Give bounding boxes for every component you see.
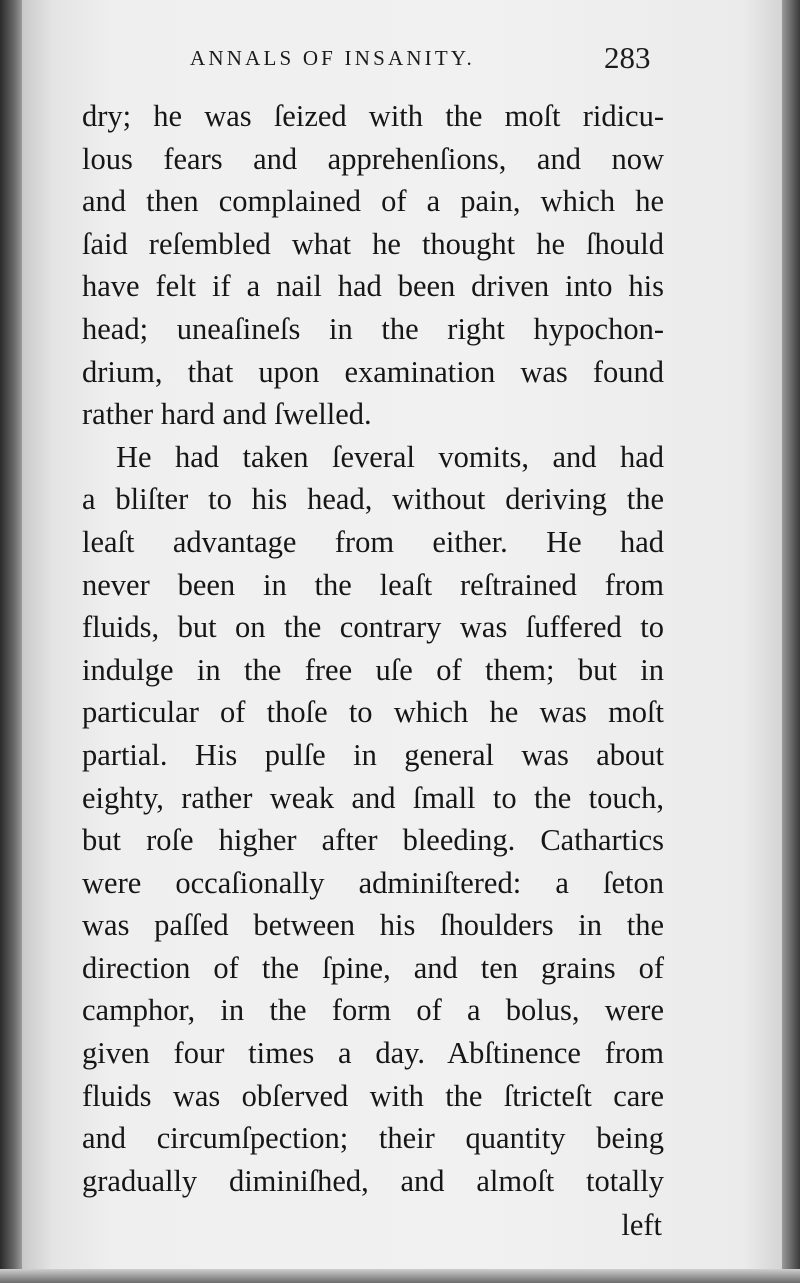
text-line: but roſe higher after bleeding. Cathartics — [82, 823, 664, 858]
text-line: direction of the ſpine, and ten grains of — [82, 950, 664, 985]
text-line: were occaſionally adminiſtered: a ſeton — [82, 865, 664, 900]
text-line: particular of thoſe to which he was moſt — [82, 695, 664, 730]
text-line: rather hard and ſwelled. — [82, 397, 372, 432]
text-line: drium, that upon examination was found — [82, 354, 664, 389]
paragraph — [82, 95, 664, 436]
page-gutter-shadow — [0, 0, 24, 1283]
text-line: leaſt advantage from either. He had — [82, 524, 664, 559]
text-line: was paſſed between his ſhoulders in the — [82, 908, 664, 943]
body-text — [82, 95, 664, 1202]
running-title: ANNALS OF INSANITY. — [190, 46, 476, 70]
text-line: partial. His pulſe in general was about — [82, 737, 664, 772]
text-line: a bliſter to his head, without deriving the — [82, 482, 664, 517]
text-line: and then complained of a pain, which he — [82, 184, 664, 219]
page-right-edge — [782, 0, 800, 1283]
page-bottom-edge — [0, 1269, 800, 1283]
text-line: eighty, rather weak and ſmall to the touch, — [82, 780, 664, 815]
text-line: fluids, but on the contrary was ſuffered to — [82, 610, 664, 645]
text-line: and circumſpection; their quantity being — [82, 1121, 664, 1156]
text-line: have felt if a nail had been driven into his — [82, 269, 664, 304]
text-line: indulge in the free uſe of them; but in — [82, 652, 664, 687]
text-line: He had taken ſeveral vomits, and had — [116, 439, 664, 474]
running-head — [0, 42, 800, 82]
page-number: 283 — [604, 40, 651, 75]
text-line: camphor, in the form of a bolus, were — [82, 993, 664, 1028]
text-line: dry; he was ſeized with the moſt ridicu- — [82, 99, 664, 133]
text-line: never been in the leaſt reſtrained from — [82, 567, 664, 602]
text-line: lous fears and apprehenſions, and now — [82, 141, 664, 176]
paragraph — [82, 436, 664, 1203]
text-line: head; uneaſineſs in the right hypochon- — [82, 311, 664, 346]
text-line: fluids was obſerved with the ſtricteſt care — [82, 1078, 664, 1113]
text-line: ſaid reſembled what he thought he ſhould — [82, 226, 664, 261]
text-line: given four times a day. Abſtinence from — [82, 1036, 664, 1071]
catchword: left — [621, 1208, 662, 1242]
text-line: gradually diminiſhed, and almoſt totally — [82, 1163, 664, 1198]
